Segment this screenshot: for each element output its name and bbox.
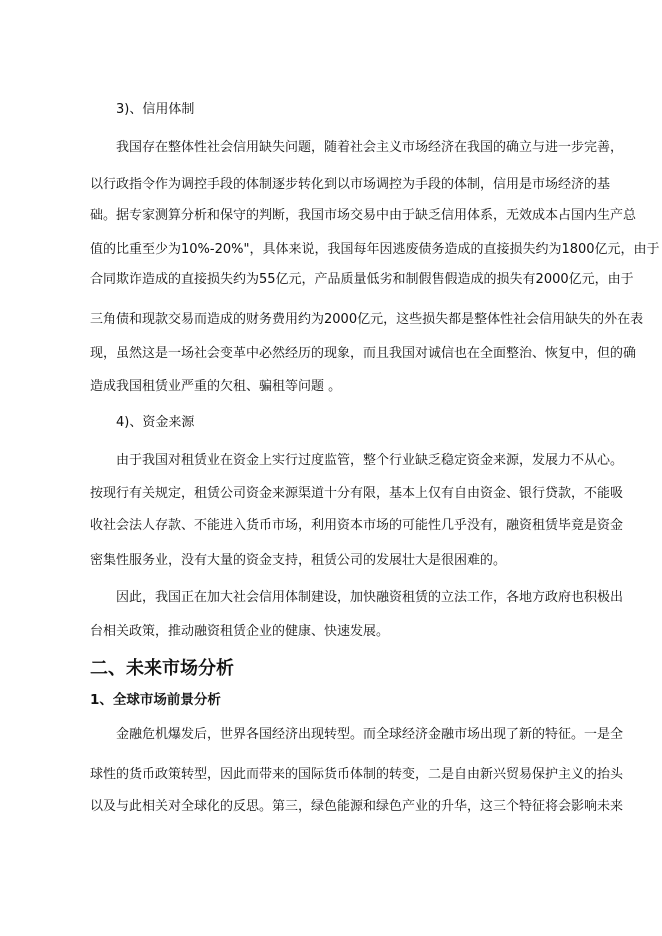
credit-line-6: 三角债和现款交易而造成的财务费用约为2000亿元，这些损失都是整体性社会信用缺失的外在表 <box>90 312 644 327</box>
future-line-1: 金融危机爆发后，世界各国经济出现转型。而全球经济金融市场出现了新的特征。一是全 <box>116 727 624 742</box>
funding-line-2: 按现行有关规定，租赁公司资金来源渠道十分有限，基本上仅有自由资金、银行贷款，不能吸 <box>90 486 624 501</box>
funding-heading: 4)、资金来源 <box>116 415 195 430</box>
future-line-3: 以及与此相关对全球化的反思。第三，绿色能源和绿色产业的升华，这三个特征将会影响未来 <box>90 799 624 814</box>
credit-line-1: 我国存在整体性社会信用缺失问题，随着社会主义市场经济在我国的确立与进一步完善， <box>116 140 624 155</box>
future-line-2: 球性的货币政策转型，因此而带来的国际货币体制的转变，二是自由新兴贸易保护主义的抬头 <box>90 767 624 782</box>
section-title-future-market: 二、未来市场分析 <box>90 658 234 679</box>
credit-line-3: 础。据专家测算分析和保守的判断，我国市场交易中由于缺乏信用体系，无效成本占国内生产总 <box>90 208 637 223</box>
credit-line-2: 以行政指令作为调控手段的体制逐步转化到以市场调控为手段的体制，信用是市场经济的基 <box>90 177 611 192</box>
funding-line-4: 密集性服务业，没有大量的资金支持，租赁公司的发展壮大是很困难的。 <box>90 553 507 568</box>
credit-line-8: 造成我国租赁业严重的欠租、骗租等问题 。 <box>90 379 342 394</box>
funding-line-1: 由于我国对租赁业在资金上实行过度监管，整个行业缺乏稳定资金来源，发展力不从心。 <box>116 453 624 468</box>
credit-heading: 3)、信用体制 <box>116 102 195 117</box>
conclusion-line-1: 因此，我国正在加大社会信用体制建设，加快融资租赁的立法工作，各地方政府也积极出 <box>116 590 624 605</box>
credit-line-5: 合同欺诈造成的直接损失约为55亿元，产品质量低劣和制假售假造成的损失有2000亿元，由于 <box>90 272 634 287</box>
conclusion-line-2: 台相关政策，推动融资租赁企业的健康、快速发展。 <box>90 624 390 639</box>
subsection-title-global-outlook: 1、全球市场前景分析 <box>90 692 221 708</box>
credit-line-7: 现，虽然这是一场社会变革中必然经历的现象，而且我国对诚信也在全面整治、恢复中，但的确 <box>90 346 637 361</box>
credit-line-4: 值的比重至少为10%-20%"，具体来说，我国每年因逃废债务造成的直接损失约为1800亿元，由于 <box>90 242 660 257</box>
funding-line-3: 收社会法人存款、不能进入货币市场，利用资本市场的可能性几乎没有，融资租赁毕竟是资金 <box>90 518 624 533</box>
